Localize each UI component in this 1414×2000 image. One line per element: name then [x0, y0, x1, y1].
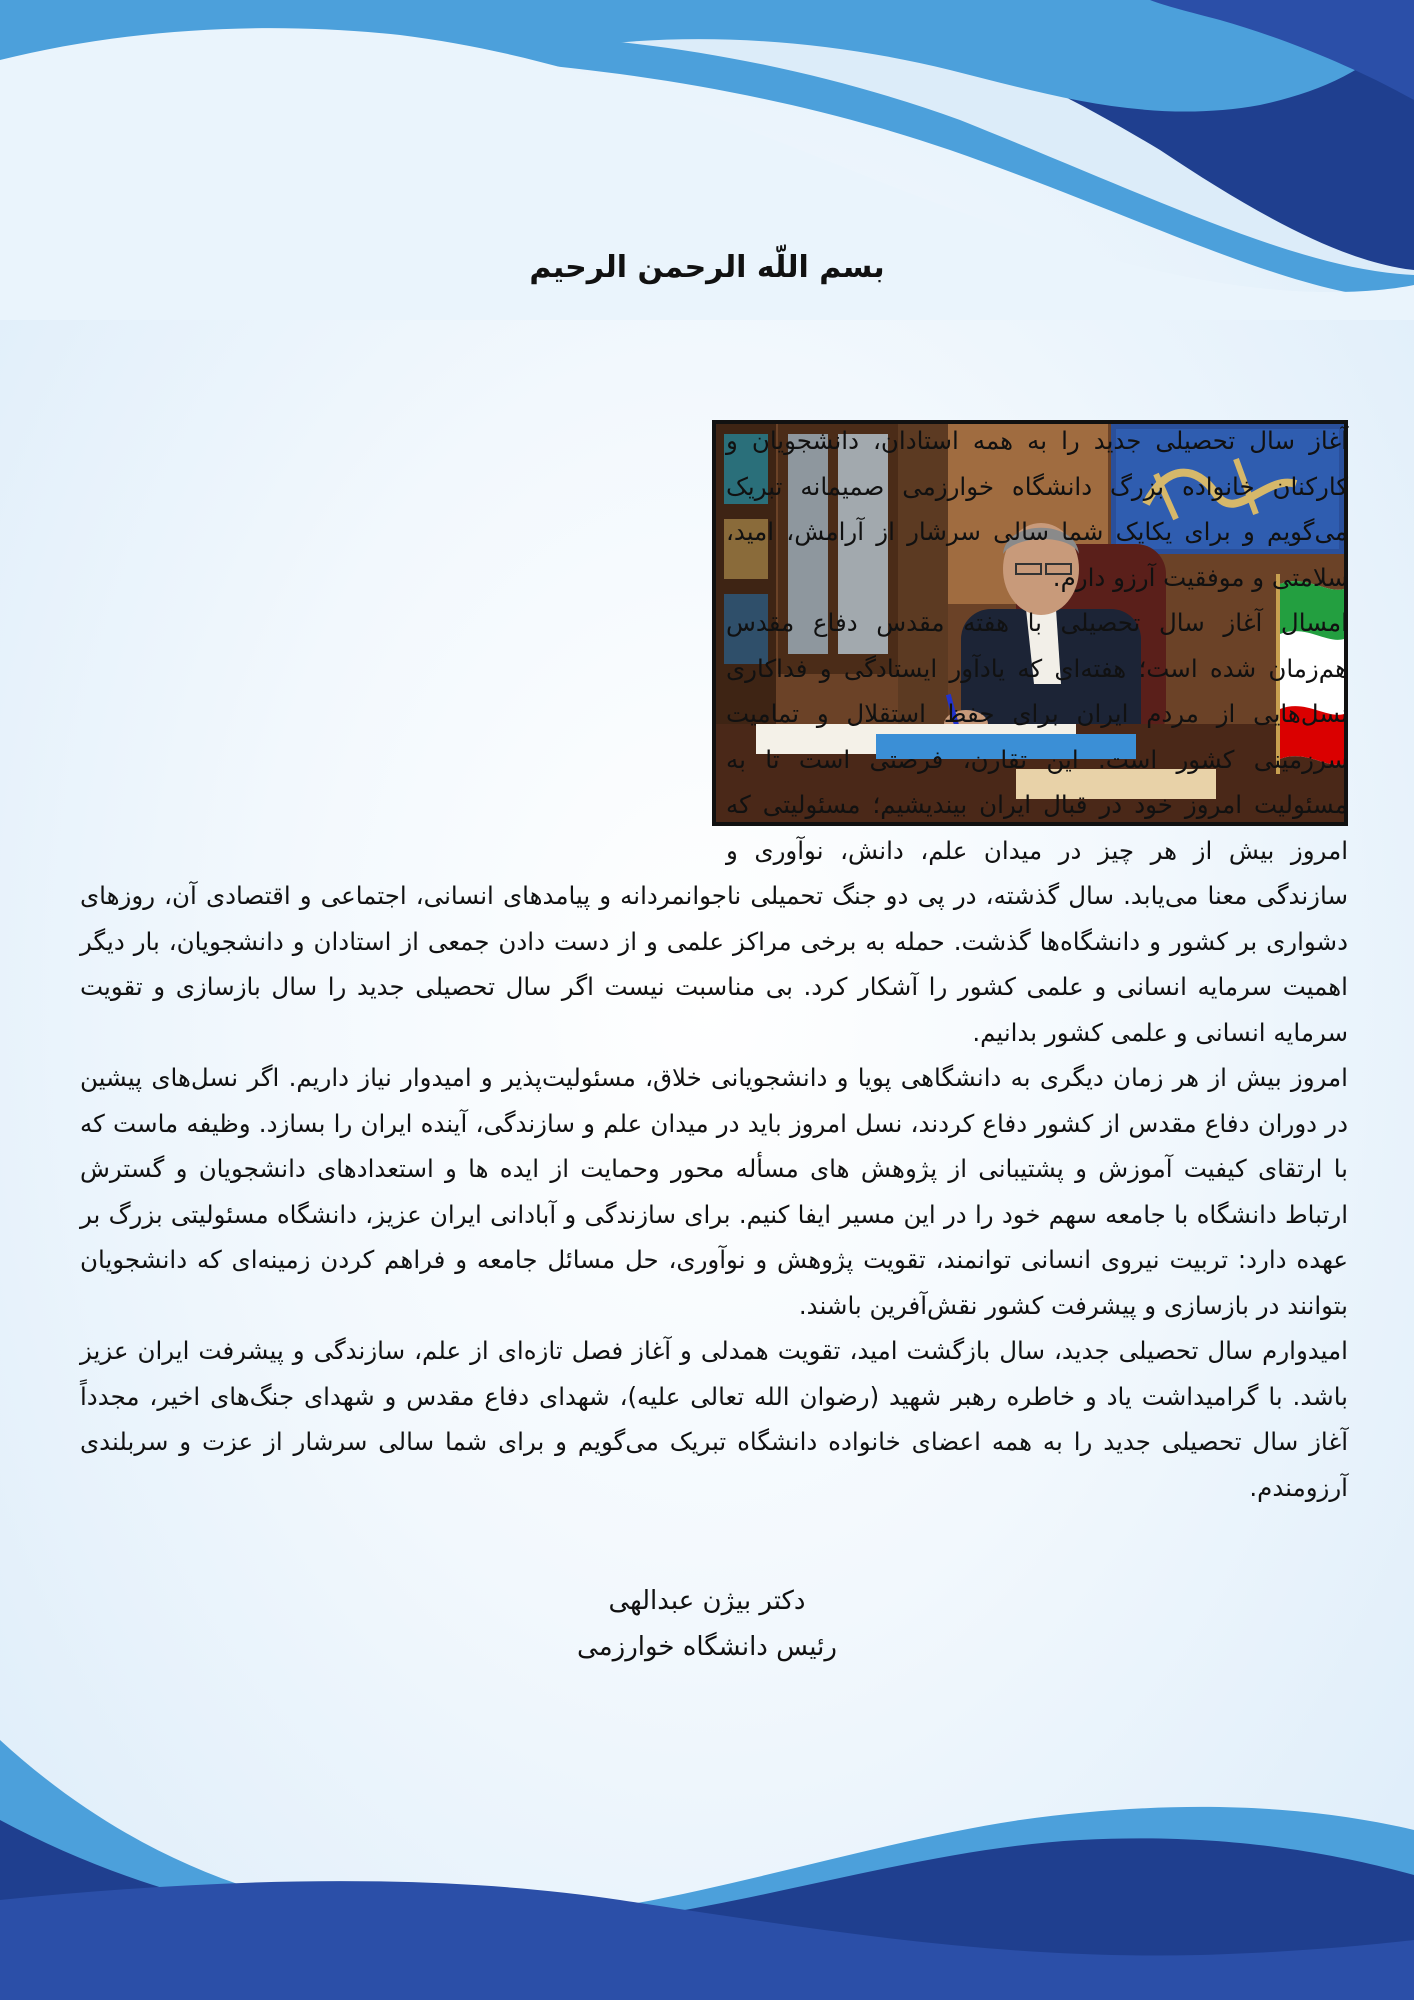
letter-paragraph-1: آغاز سال تحصیلی جدید را به همه استادان، دانشجویان و کارکنان خانواده بزرگ دانشگاه خوارزمی صمیمانه تبریک می‌گویم و برای یکایک شما سالی سرشار از آرامش، امید، سلامتی و موفقیت آرزو دارم.	[726, 426, 1348, 592]
letter-paragraph-4: امیدوارم سال تحصیلی جدید، سال بازگشت امید، تقویت همدلی و آغاز فصل تازه‌ای از علم، سازندگی و پیشرفت ایران عزیز باشد. با گرامیداشت یاد و خاطره رهبر شهید (رضوان الله تعالی علیه)، شهدای دفاع مقدس و شهدای جنگ‌های اخیر، مجدداً آغاز سال تحصیلی جدید را به همه اعضای خانواده دانشگاه تبریک می‌گویم و برای شما سالی سرشار از عزت و سربلندی آرزومندم.	[80, 1336, 1348, 1502]
letter-body	[80, 418, 1348, 1510]
signatory-name: دکتر بیژن عبدالهی	[608, 1586, 806, 1616]
signature-block	[0, 1578, 1414, 1670]
basmala-heading: بسم اللّه الرحمن الرحیم	[529, 250, 885, 285]
signatory-title: رئیس دانشگاه خوارزمی	[577, 1632, 837, 1662]
letter-paragraph-2: امسال آغاز سال تحصیلی با هفته مقدس دفاع مقدس هم‌زمان شده است؛ هفته‌ای که یادآور ایستادگی و فداکاری نسل‌هایی از مردم ایران برای حفظ استقلال و تمامیت سرزمینی کشور است. این تقارن، فرصتی است تا به مسئولیت امروز خود در قبال ایران بیندیشیم؛ مسئولیتی که امروز بیش از هر چیز در میدان علم، دانش، نوآوری و سازندگی معنا می‌یابد. سال گذشته، در پی دو جنگ تحمیلی ناجوانمردانه و پیامدهای انسانی، اجتماعی و اقتصادی آن، روزهای دشواری بر کشور و دانشگاه‌ها گذشت. حمله به برخی مراکز علمی و از دست دادن جمعی از استادان و دانشجویان، بار دیگر اهمیت سرمایه انسانی و علمی کشور را آشکار کرد. بی مناسبت نیست اگر سال تحصیلی جدید را سال بازسازی و تقویت سرمایه انسانی و علمی کشور بدانیم.	[80, 608, 1348, 1047]
letter-paragraph-3: امروز بیش از هر زمان دیگری به دانشگاهی پویا و دانشجویانی خلاق، مسئولیت‌پذیر و امیدوار نیاز داریم. اگر نسل‌های پیشین در دوران دفاع مقدس از کشور دفاع کردند، نسل امروز باید در میدان علم و سازندگی، آینده ایران را بسازد. وظیفه ماست که با ارتقای کیفیت آموزش و پشتیبانی از پژوهش های مسأله محور وحمایت از ایده ها و استعدادهای دانشجویان و گسترش ارتباط دانشگاه با جامعه سهم خود را در این مسیر ایفا کنیم. برای سازندگی و آبادانی ایران عزیز، دانشگاه مسئولیتی بزرگ بر عهده دارد: تربیت نیروی انسانی توانمند، تقویت پژوهش و نوآوری، حل مسائل جامعه و فراهم کردن زمینه‌ای که دانشجویان بتوانند در بازسازی و پیشرفت کشور نقش‌آفرین باشند.	[80, 1063, 1348, 1320]
bottom-wave-decoration	[0, 1700, 1414, 2000]
photo-spacer	[80, 418, 726, 828]
